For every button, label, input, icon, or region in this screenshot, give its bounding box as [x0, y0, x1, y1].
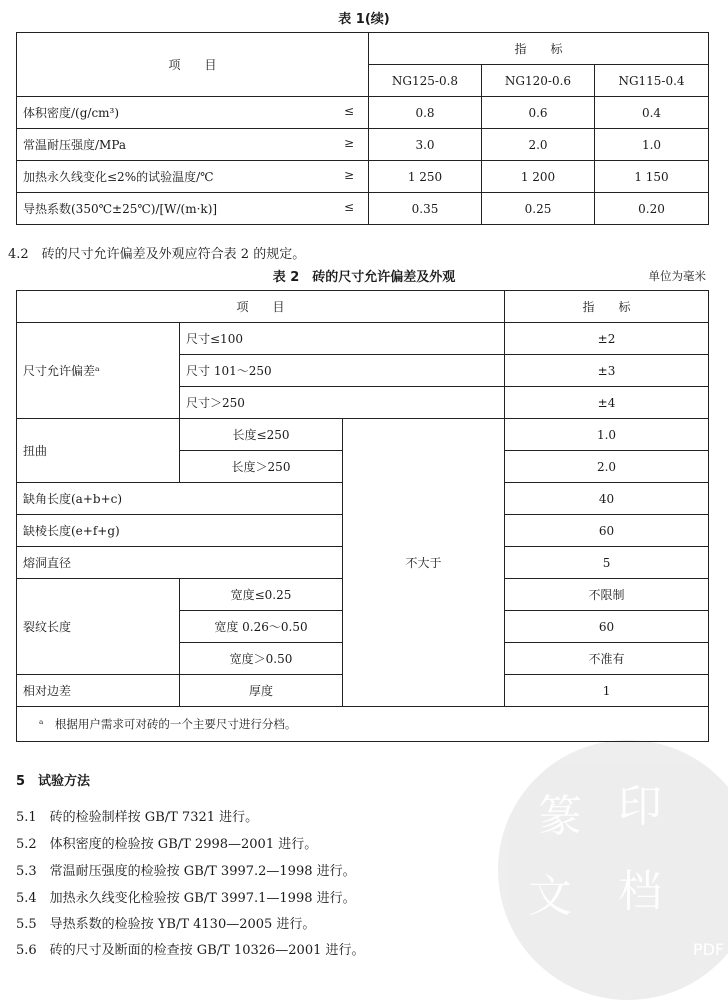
- table-row: [17, 97, 709, 129]
- table1-grade: NG115-0.4: [595, 65, 709, 97]
- table2-value: 5: [505, 547, 709, 579]
- table1-value: 1 200: [482, 161, 595, 193]
- table2-header-index: 指 标: [505, 291, 709, 323]
- table1-header-item: 项 目: [17, 33, 369, 97]
- table-row: [17, 323, 709, 355]
- table2: [16, 290, 709, 742]
- table1-sym: ≥: [343, 136, 354, 150]
- section5-item: 5.2 体积密度的检验按 GB/T 2998—2001 进行。: [16, 837, 318, 852]
- table2-hole-label: 熔洞直径: [17, 547, 343, 579]
- table2-value: 60: [505, 515, 709, 547]
- section5-title: 5 试验方法: [16, 774, 91, 789]
- table2-value: 不限制: [505, 579, 709, 611]
- table1-value: 3.0: [369, 129, 482, 161]
- table2-sub: 宽度≤0.25: [180, 579, 343, 611]
- section5-item: 5.4 加热永久线变化检验按 GB/T 3997.1—1998 进行。: [16, 891, 356, 906]
- table1-sym: ≤: [343, 104, 354, 118]
- table1-sym: ≤: [343, 200, 354, 214]
- table2-crack-label: 裂纹长度: [17, 579, 180, 675]
- table2-value: 40: [505, 483, 709, 515]
- table2-sub: 尺寸 101～250: [180, 355, 505, 387]
- table1-value: 0.6: [482, 97, 595, 129]
- section5-item: 5.6 砖的尺寸及断面的检查按 GB/T 10326—2001 进行。: [16, 943, 365, 958]
- table1-value: 1 150: [595, 161, 709, 193]
- table2-value: 1: [505, 675, 709, 707]
- table1-item-cell: [17, 97, 369, 129]
- table1-item: 导热系数(350℃±25℃)/[W/(m·k)]: [23, 202, 218, 216]
- table1-value: 0.35: [369, 193, 482, 225]
- table2-value: 不准有: [505, 643, 709, 675]
- table1-item-cell: [17, 161, 369, 193]
- table1-value: 1 250: [369, 161, 482, 193]
- table2-dim-label: 尺寸允许偏差ᵃ: [17, 323, 180, 419]
- table1-grade: NG120-0.6: [482, 65, 595, 97]
- table1-item: 体积密度/(g/cm³): [23, 106, 120, 120]
- watermark-glyph: 档: [618, 866, 662, 917]
- table2-edge-label: 缺棱长度(e+f+g): [17, 515, 343, 547]
- table2-header-item: 项 目: [17, 291, 505, 323]
- table1-value: 2.0: [482, 129, 595, 161]
- table1-grade: NG125-0.8: [369, 65, 482, 97]
- table-row: [17, 193, 709, 225]
- section5-item: 5.5 导热系数的检验按 YB/T 4130—2005 进行。: [16, 917, 316, 932]
- clause-4-2: 4.2 砖的尺寸允许偏差及外观应符合表 2 的规定。: [8, 247, 306, 262]
- table1-item: 加热永久线变化≤2%的试验温度/℃: [23, 170, 214, 184]
- table1-header-index: 指 标: [369, 33, 709, 65]
- table1: [16, 32, 709, 225]
- watermark-glyph: 文: [528, 871, 572, 922]
- table2-footnote: ᵃ 根据用户需求可对砖的一个主要尺寸进行分档。: [17, 707, 709, 742]
- table-row: [17, 161, 709, 193]
- table2-caption: 表 2 砖的尺寸允许偏差及外观: [272, 270, 456, 285]
- section5-item: 5.1 砖的检验制样按 GB/T 7321 进行。: [16, 810, 259, 825]
- table2-corner-label: 缺角长度(a+b+c): [17, 483, 343, 515]
- table2-value: 2.0: [505, 451, 709, 483]
- table2-value: ±3: [505, 355, 709, 387]
- table2-value: ±4: [505, 387, 709, 419]
- table1-value: 0.20: [595, 193, 709, 225]
- table2-sub: 长度＞250: [180, 451, 343, 483]
- table2-sub: 厚度: [180, 675, 343, 707]
- table2-unit: 单位为毫米: [648, 269, 706, 283]
- table2-sub: 尺寸≤100: [180, 323, 505, 355]
- table1-sym: ≥: [343, 168, 354, 182]
- table1-item-cell: [17, 193, 369, 225]
- table-row: [17, 129, 709, 161]
- table2-warp-label: 扭曲: [17, 419, 180, 483]
- watermark-glyph: 篆: [538, 791, 582, 842]
- table2-sub: 尺寸＞250: [180, 387, 505, 419]
- table2-value: 1.0: [505, 419, 709, 451]
- watermark-glyph: 印: [618, 781, 662, 832]
- watermark-seal: [498, 740, 728, 1000]
- table2-value: ±2: [505, 323, 709, 355]
- table2-sub: 宽度＞0.50: [180, 643, 343, 675]
- table1-value: 0.8: [369, 97, 482, 129]
- table1-caption: 表 1(续): [338, 12, 390, 27]
- table1-item: 常温耐压强度/MPa: [23, 138, 127, 152]
- table2-sub: 长度≤250: [180, 419, 343, 451]
- watermark-text: PDF: [693, 940, 725, 959]
- table2-not-greater: 不大于: [343, 419, 505, 707]
- table-row: [17, 419, 709, 451]
- table1-value: 1.0: [595, 129, 709, 161]
- table2-rel-label: 相对边差: [17, 675, 180, 707]
- table1-item-cell: [17, 129, 369, 161]
- section5-item: 5.3 常温耐压强度的检验按 GB/T 3997.2—1998 进行。: [16, 864, 356, 879]
- table1-value: 0.25: [482, 193, 595, 225]
- table2-value: 60: [505, 611, 709, 643]
- table1-value: 0.4: [595, 97, 709, 129]
- table2-sub: 宽度 0.26～0.50: [180, 611, 343, 643]
